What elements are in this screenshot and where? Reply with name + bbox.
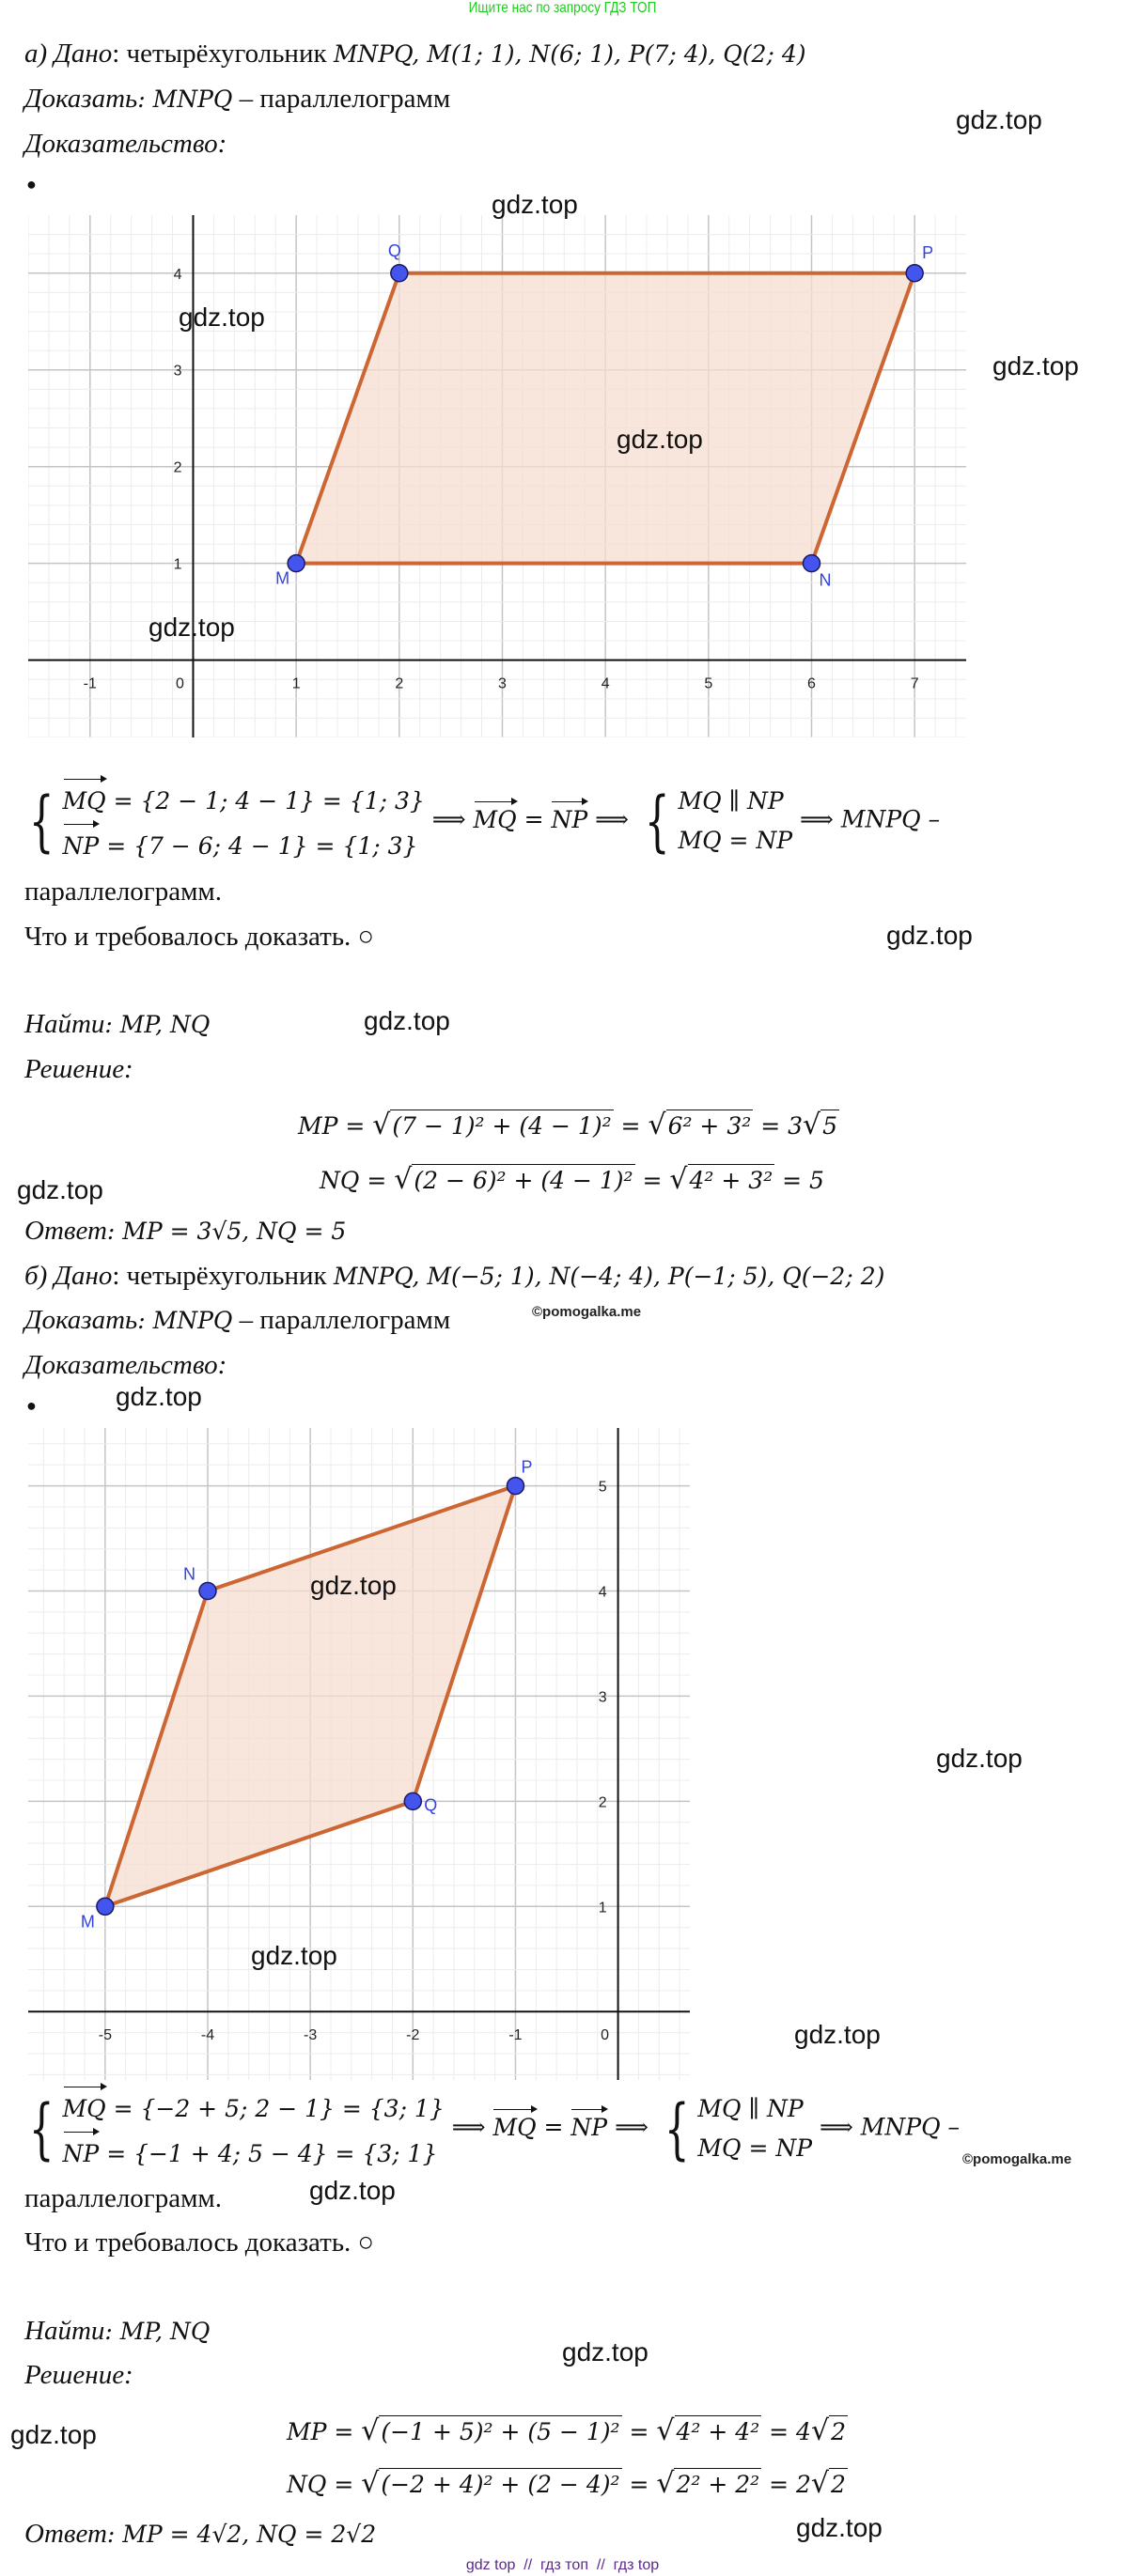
equals: = [634,1167,670,1194]
copyright-watermark: ©pomogalka.me [532,1304,642,1320]
nq-formula: NQ = √(−2 + 4)² + (2 − 4)² = √2² + 2² = 2√2 [287,2467,846,2500]
y-tick-label: 2 [173,459,182,476]
given-math: MNPQ, M(−5; 1), N(−4; 4), P(−1; 5), Q(−2; 2) [333,1263,885,1290]
vector-np: NP [551,799,587,836]
bullet: ● [26,1396,37,1415]
prove-a [24,83,450,116]
watermark: gdz.top [309,2176,396,2205]
x-tick-label: 0 [601,2027,610,2044]
result: = 4 [761,2418,811,2445]
point-q [391,265,408,282]
lhs: NQ = [320,1167,395,1194]
radicand: 6² + 3² [666,1110,754,1140]
y-tick-label: 4 [598,1584,607,1601]
prove-label: Доказать [24,1305,138,1335]
prove-text: – параллелограмм [232,84,451,114]
copyright-watermark: ©pomogalka.me [962,2151,1072,2167]
brace: { [644,783,670,860]
find-label: Найти [24,2316,105,2346]
given-label: а) Дано [24,39,113,69]
coordinate-graph-a [28,215,966,737]
implies: ⟹ [444,2113,493,2141]
radicand: 4² + 4² [675,2415,762,2445]
x-tick-label: 7 [910,675,919,692]
equals: = [536,2113,571,2141]
nq-formula: NQ = √(2 − 6)² + (4 − 1)² = √4² + 3² = 5 [320,1163,824,1196]
property-system [697,2089,812,2168]
find-label: Найти [24,1009,105,1039]
solution-label: Решение: [24,1054,133,1084]
parallel-statement: MQ ∥ NP [697,2095,804,2122]
result: = 3 [753,1112,804,1140]
find-b [24,2315,210,2348]
header-banner[interactable]: Ищите нас по запросу ГДЗ ТОП [468,0,657,16]
y-tick-label: 3 [173,363,182,380]
given-label: б) Дано [24,1261,113,1291]
watermark: gdz.top [17,1175,103,1204]
vector-np-coords: = {−1 + 4; 5 − 4} = {3; 1} [99,2140,438,2167]
point-label-q: Q [387,241,401,260]
vector-mq: MQ [63,2084,106,2129]
equal-statement: MQ = NP [678,827,793,854]
vector-mq-coords: = {−2 + 5; 2 − 1} = {3; 1} [105,2095,445,2122]
y-tick-label: 3 [598,1689,607,1706]
answer-math: : MP = 3√5, NQ = 5 [106,1218,347,1245]
point-m [288,555,305,572]
proof-system-b [21,2084,960,2174]
lhs: MP = [287,2418,362,2445]
proof-label: Доказательство: [24,1350,227,1380]
mp-formula: MP = √(−1 + 5)² + (5 − 1)² = √4² + 4² = 4√2 [287,2414,846,2447]
watermark: gdz.top [310,1571,397,1600]
parallel-statement: MQ ∥ NP [678,787,784,815]
vector-mq: MQ [474,799,517,836]
point-label-m: M [80,1912,95,1932]
watermark: gdz.top [956,105,1042,134]
vector-mq-coords: = {2 − 1; 4 − 1} = {1; 3} [105,787,425,815]
given-a [24,38,805,70]
x-tick-label: -1 [83,675,97,692]
y-tick-label: 1 [173,556,182,573]
result-radicand: 2 [829,2415,848,2445]
given-text: : четырёхугольник [112,1261,334,1291]
prove-b [24,1304,450,1337]
point-label-m: M [275,568,290,588]
radicand: (7 − 1)² + (4 − 1)² [390,1110,613,1140]
x-tick-label: 4 [601,675,610,692]
x-tick-label: 3 [498,675,507,692]
point-p [906,265,923,282]
implies: ⟹ [587,805,636,833]
point-label-n: N [183,1564,196,1584]
x-tick-label: 5 [704,675,713,692]
point-p [507,1478,523,1495]
x-tick-label: -1 [508,2027,523,2044]
watermark: gdz.top [794,2020,881,2049]
prove-math: : MNPQ [137,1307,233,1334]
prove-label: Доказать [24,84,138,114]
point-m [97,1898,114,1915]
equals: = [516,805,552,833]
y-tick-label: 4 [173,266,182,283]
answer-label: Ответ [24,2519,107,2549]
given-math: MNPQ, M(1; 1), N(6; 1), P(7; 4), Q(2; 4) [333,40,806,68]
x-tick-label: -5 [98,2027,112,2044]
brace: { [664,2090,690,2167]
y-tick-label: 2 [598,1794,607,1811]
x-tick-label: 2 [395,675,404,692]
parallelogram-text: параллелограмм. [24,877,223,907]
watermark: gdz.top [796,2513,883,2542]
property-system [678,782,792,861]
point-q [404,1792,421,1809]
equals: = [621,2418,657,2445]
watermark: gdz.top [992,351,1079,380]
point-label-p: P [922,242,934,262]
mp-formula: MP = √(7 − 1)² + (4 − 1)² = √6² + 3² = 3√5 [298,1109,838,1141]
answer-a [24,1215,346,1248]
vector-system [63,2084,445,2174]
prove-math: : MNPQ [137,85,233,113]
answer-label: Ответ [24,1216,107,1246]
point-n [199,1583,216,1600]
parallelogram-shape [296,273,914,564]
result-radicand: 5 [820,1110,839,1140]
y-tick-label: 1 [598,1900,607,1916]
watermark: gdz.top [251,1941,337,1970]
watermark: gdz.top [617,425,703,454]
point-label-q: Q [424,1795,438,1815]
brace: { [28,2090,55,2167]
x-tick-label: -3 [304,2027,318,2044]
brace: { [28,783,55,860]
find-math: : MP, NQ [104,2318,211,2345]
watermark: gdz.top [10,2420,97,2449]
equal-statement: MQ = NP [697,2134,813,2162]
implies: ⟹ [424,805,474,833]
solution-label: Решение: [24,2360,133,2390]
vector-np: NP [63,821,100,866]
conclusion: ⟹ MNPQ – [792,805,941,833]
proof-system-a [21,776,940,866]
coordinate-graph-b [28,1428,690,2080]
radicand: 4² + 3² [688,1164,775,1194]
watermark: gdz.top [364,1006,450,1035]
watermark: gdz.top [936,1744,1023,1773]
watermark: gdz.top [148,613,235,642]
radicand: 2² + 2² [674,2468,761,2498]
vector-mq: MQ [63,776,106,821]
x-tick-label: -2 [406,2027,420,2044]
answer-b [24,2518,376,2551]
watermark: gdz.top [886,921,973,950]
lhs: NQ = [287,2471,362,2498]
footer-links[interactable]: gdz top // гдз топ // гдз top [465,2557,660,2573]
radicand: (−1 + 5)² + (5 − 1)² [379,2415,621,2445]
vector-np-coords: = {7 − 6; 4 − 1} = {1; 3} [99,832,418,860]
implies: ⟹ [607,2113,656,2141]
find-math: : MP, NQ [104,1011,211,1038]
bullet: ● [26,175,37,194]
x-tick-label: 6 [807,675,816,692]
point-label-n: N [819,570,832,590]
given-b [24,1260,884,1293]
y-tick-label: 5 [598,1479,607,1496]
proof-label: Доказательство: [24,129,227,159]
x-tick-label: -4 [200,2027,215,2044]
watermark: gdz.top [562,2337,648,2367]
x-tick-label: 1 [291,675,301,692]
parallelogram-text: параллелограмм. [24,2183,223,2213]
result: = 5 [774,1167,824,1194]
x-tick-label: 0 [176,675,184,692]
vector-np: NP [570,2106,607,2144]
answer-math: : MP = 4√2, NQ = 2√2 [106,2521,377,2548]
watermark: gdz.top [116,1382,202,1411]
point-n [803,555,820,572]
radicand: (−2 + 4)² + (2 − 4)² [379,2468,621,2498]
conclusion: ⟹ MNPQ – [812,2113,961,2141]
vector-np: NP [63,2129,100,2174]
prove-text: – параллелограмм [232,1305,451,1335]
find-a [24,1008,210,1041]
equals: = [613,1112,648,1140]
given-text: : четырёхугольник [112,39,334,69]
lhs: MP = [298,1112,373,1140]
qed-text: Что и требовалось доказать. ○ [24,2227,375,2258]
watermark: gdz.top [179,303,265,332]
vector-system [63,776,425,866]
point-label-p: P [521,1457,533,1477]
equals: = [621,2471,657,2498]
vector-mq: MQ [492,2106,536,2144]
watermark: gdz.top [492,190,578,219]
radicand: (2 − 6)² + (4 − 1)² [412,1164,634,1194]
result: = 2 [761,2471,811,2498]
result-radicand: 2 [829,2468,848,2498]
qed-text: Что и требовалось доказать. ○ [24,922,375,952]
